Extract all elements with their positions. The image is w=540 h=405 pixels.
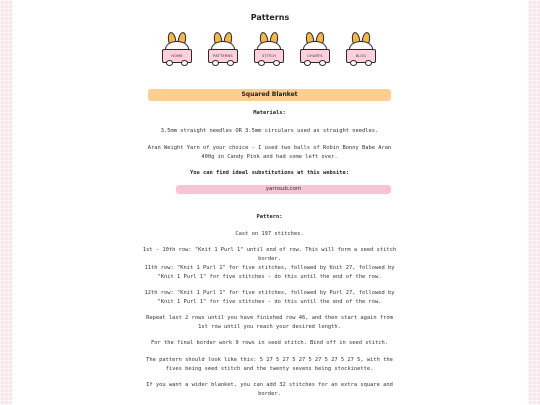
bunny-paw-icon [212, 60, 219, 66]
bunny-paw-icon [319, 60, 326, 66]
nav-blog-button[interactable] [346, 32, 376, 66]
page-content [12, 0, 528, 405]
substitutions-heading: You can find ideal substitutions at this website: [189, 170, 350, 176]
yarnsub-link[interactable]: yarnsub.com [176, 185, 391, 194]
pattern-step: Repeat last 2 rows until you have finished row 46, and then start again from 1st row until you reach your desired length. [146, 315, 393, 330]
pattern-title-banner: Squared Blanket [148, 89, 391, 101]
bunny-paw-icon [365, 60, 372, 66]
nav-label: STITCH [254, 49, 284, 63]
nav-stitch-button[interactable] [254, 32, 284, 66]
materials-needles: 3.5mm straight needles OR 3.5mm circulars used as straight needles. [160, 128, 379, 134]
pattern-step: For the final border work 9 rows in seed stitch. Bind off in seed stitch. [151, 340, 388, 346]
nav-home-button[interactable] [162, 32, 192, 66]
pattern-step: 1st - 10th row: "Knit 1 Purl 1" until end of row. This will form a seed stitch border. [142, 247, 397, 262]
bunny-paw-icon [166, 60, 173, 66]
bunny-paw-icon [304, 60, 311, 66]
bunny-paw-icon [227, 60, 234, 66]
nav-label: PATTERNS [208, 49, 238, 63]
nav-bar [12, 32, 528, 70]
pattern-step: 12th row: "Knit 1 Purl 1" for five stitches, followed by Purl 27, followed by "Knit 1 Purl 1" for five stitches - do this until the end of the row. [144, 290, 395, 305]
page-title: Patterns [250, 13, 290, 22]
nav-label: CHARTS [300, 49, 330, 63]
materials-yarn: Aran Weight Yarn of your choice - I used two balls of Robin Bonny Babe Aran 400g in Candy Pink and had some left over. [147, 145, 392, 160]
bunny-paw-icon [273, 60, 280, 66]
bunny-paw-icon [350, 60, 357, 66]
pattern-step: If you want a wider blanket, you can add 32 stitches for an extra square and border. [146, 382, 393, 397]
pattern-step: 11th row: "Knit 1 Purl 1" for five stitches, followed by Knit 27, followed by "Knit 1 Purl 1" for five stitches - do this until the end of the row. [144, 265, 395, 280]
bunny-paw-icon [181, 60, 188, 66]
pattern-step: The pattern should look like this: 5 27 5 27 5 27 5 27 5 27 5 27 5, with the fives being seed stitch and the twenty sevens being stockinette. [146, 357, 393, 372]
nav-charts-button[interactable] [300, 32, 330, 66]
materials-heading: Materials: [253, 110, 286, 116]
nav-patterns-button[interactable] [208, 32, 238, 66]
pattern-step: Cast on 197 stitches. [235, 231, 304, 237]
nav-label: HOME [162, 49, 192, 63]
nav-label: BLOG [346, 49, 376, 63]
pattern-heading: Pattern: [256, 214, 283, 220]
bunny-paw-icon [258, 60, 265, 66]
